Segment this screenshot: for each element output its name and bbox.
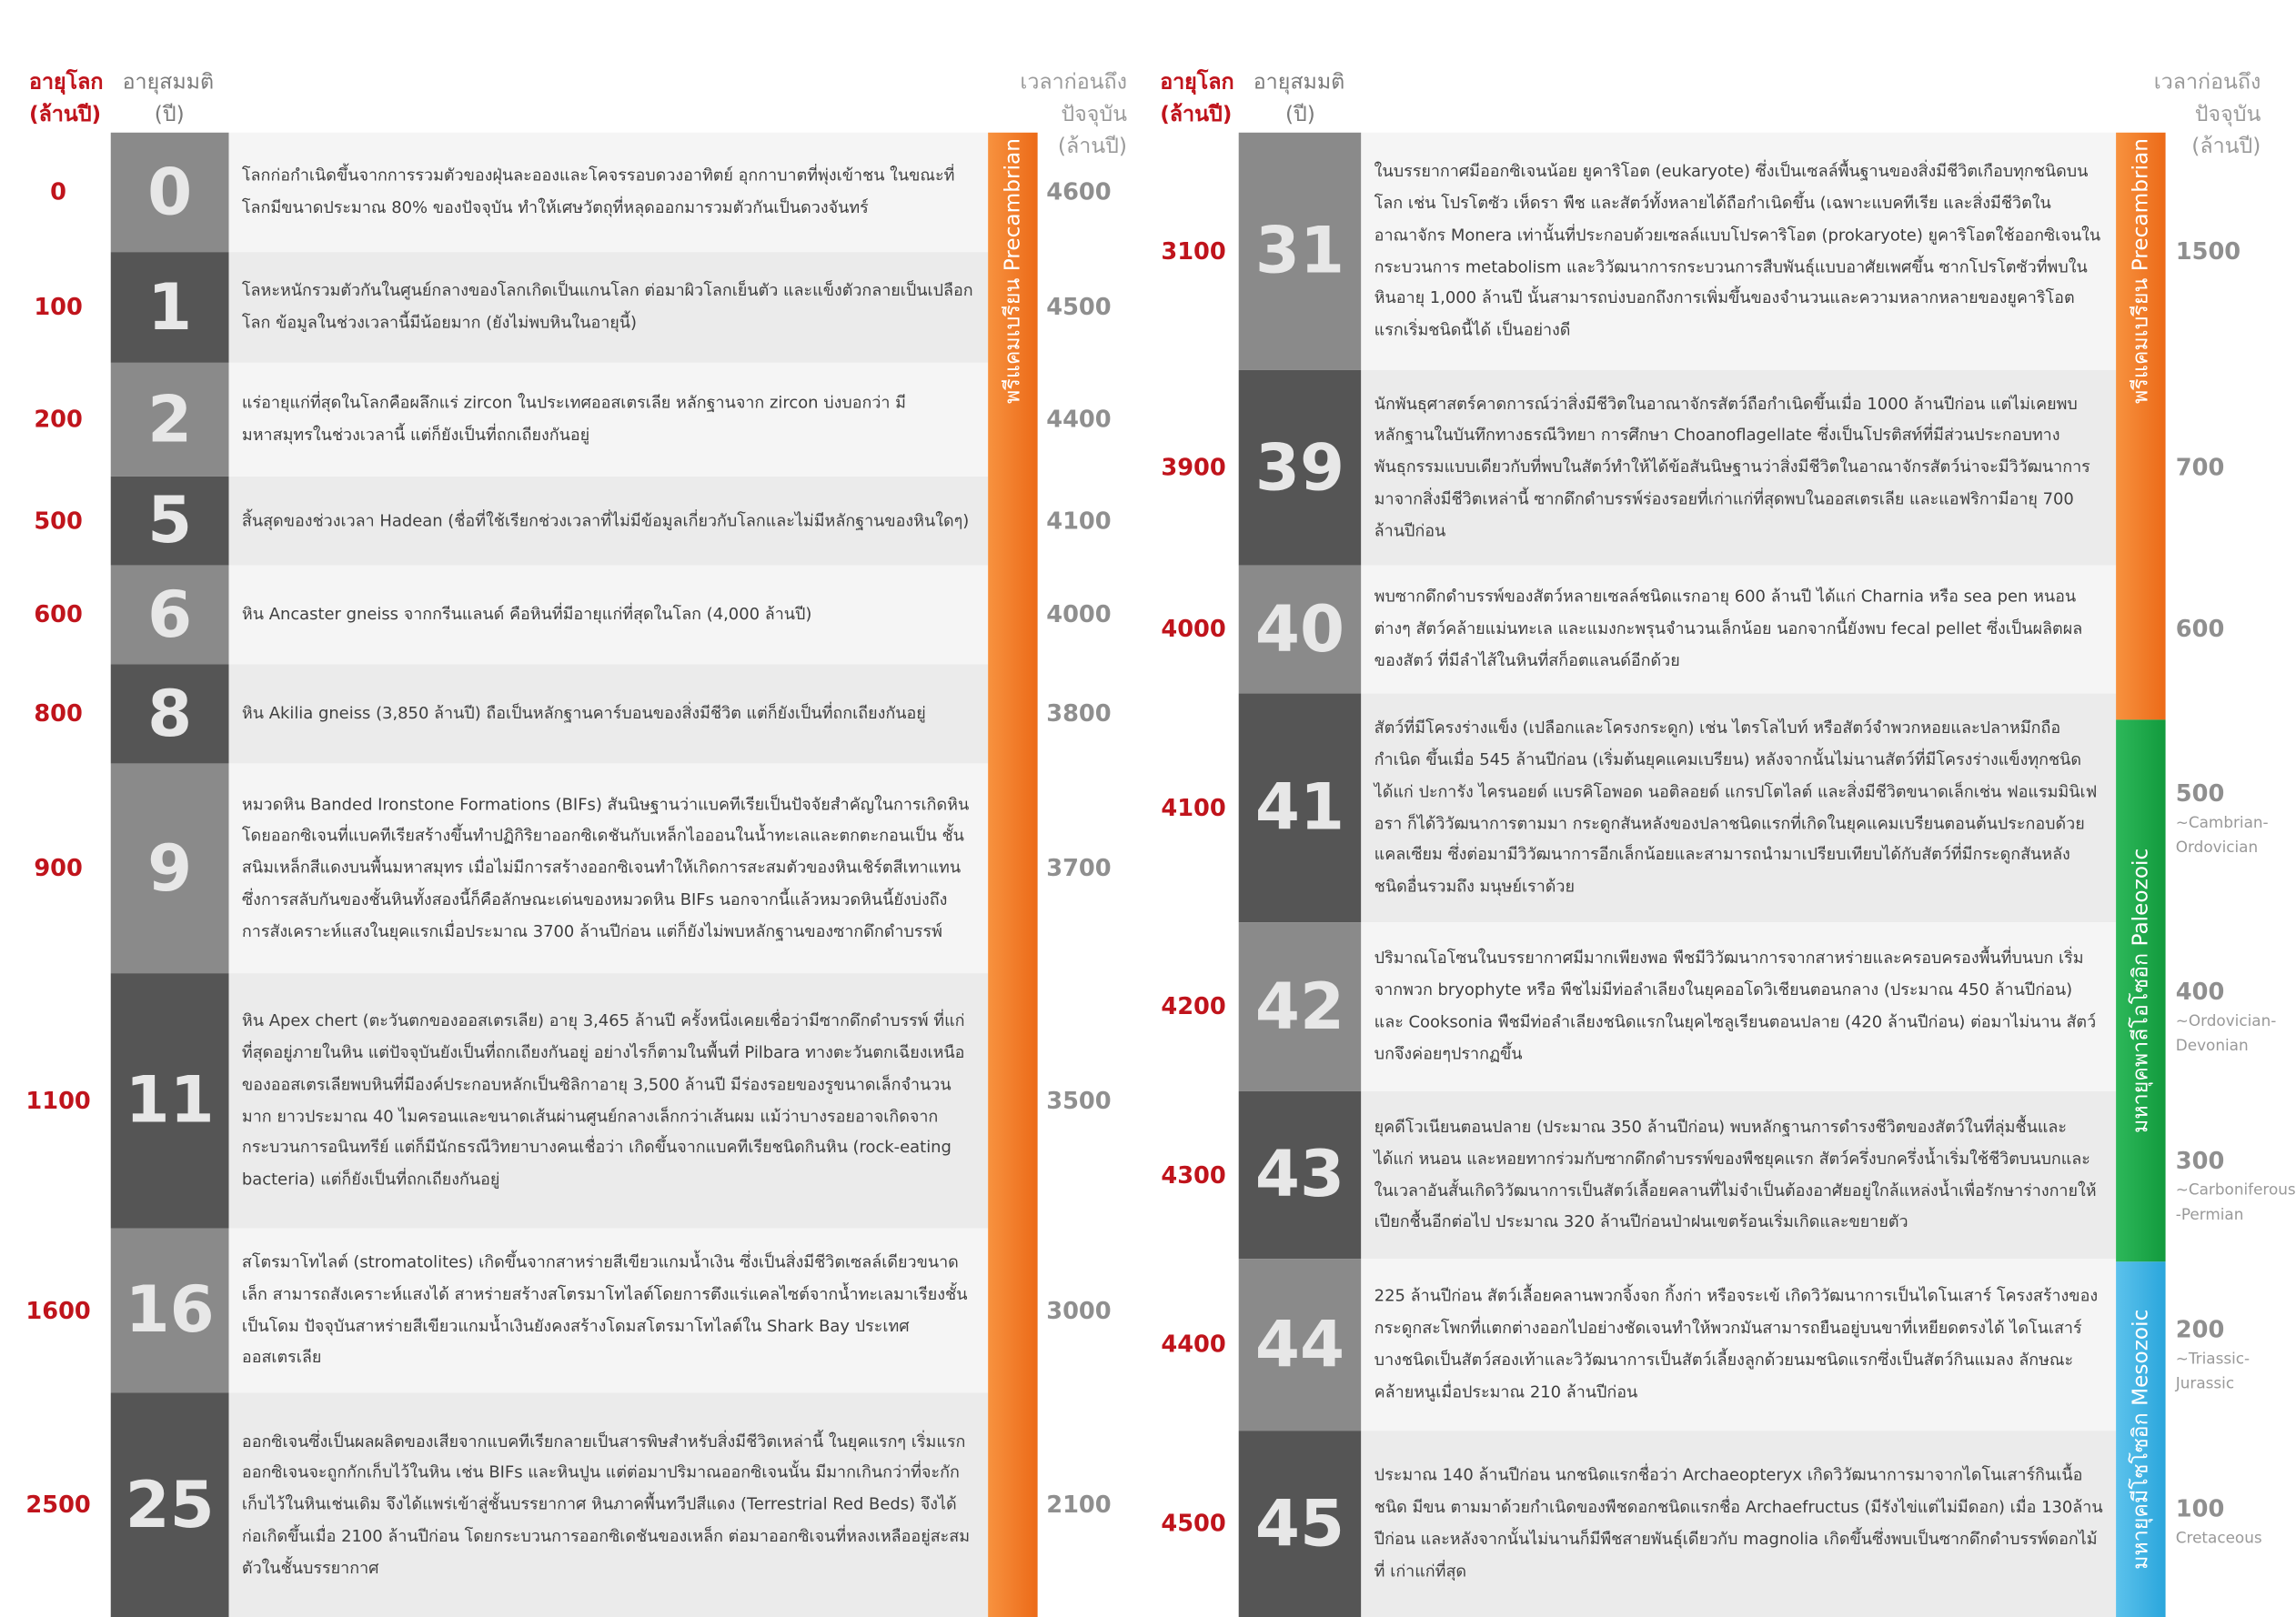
timeline-row (0, 1393, 1137, 1617)
earth-age-header-right (1160, 67, 1234, 131)
event-description (1361, 133, 2116, 370)
scaled-age-value: 44 (1254, 1307, 1345, 1382)
scaled-age-box (111, 1393, 229, 1617)
timeline-row (1143, 370, 2278, 566)
event-description-text: ออกซิเจนซึ่งเป็นผลผลิตของเสียจากแบคทีเรียกลายเป็นสารพิษสำหรับสิ่งมีชีวิตเหล่านี้ ในยุคแรกๆ เริ่มแรกออกซิเจนจะถูกกักเก็บไว้ในหิน เช่น BIFs และหินปูน แต่ต่อมาปริมาณออกซิเจนนั้น มีมากเกินกว่าที่จะกักเก็บไว้ในหินเช่นเดิม จึงได้แพร่เข้าสู่ชั้นบรรยากาศ หินภาคพื้นทวีปสีแดง (Terrestrial Red Beds) จึงได้ก่อเกิดขึ้นเมื่อ 2100 ล้านปีก่อน โดยกระบวนการออกซิเดชันของเหล็ก ต่อมาออกซิเจนที่หลงเหลืออยู่สะสมตัวในชั้นบรรยากาศ (241, 1431, 971, 1578)
event-description (1361, 922, 2116, 1091)
time-before-present-value: 4000 (1046, 600, 1112, 628)
scaled-age-box (111, 665, 229, 764)
event-description-text: สัตว์ที่มีโครงร่างแข็ง (เปลือกและโครงกระดูก) เช่น ไตรโลไบท์ หรือสัตว์จำพวกหอยและปลาหมึกถือกำเนิด ขึ้นเมื่อ 545 ล้านปีก่อน (เริ่มต้นยุคแคมเบรียน) หลังจากนั้นไม่นานสัตว์ที่มีโครงร่างแข็งทุกชนิด ได้แก่ ปะการัง ไครนอยด์ แบรคิโอพอด นอติลอยด์ แกรปโตไลต์ และสิ่งมีชีวิตขนาดเล็กเช่น ฟอแรมมินิเฟอรา ก็ได้วิวัฒนาการตามมา กระดูกสันหลังของปลาชนิดแรกที่เกิดในยุคแคมเบรียนตอนต้นประกอบด้วยแคลเซียม ซึ่งต่อมามีวิวัฒนาการอีกเล็กน้อยและสามารถนำมาเปรียบเทียบได้กับสัตว์ที่มีกระดูกสันหลังชนิดอื่นรวมถึง มนุษย์เราด้วย (1374, 718, 2098, 897)
scaled-age-box (111, 252, 229, 363)
timeline-row (0, 363, 1137, 477)
event-description-text: โลหะหนักรวมตัวกันในศูนย์กลางของโลกเกิดเป็นแกนโลก ต่อมาผิวโลกเย็นตัว และแข็งตัวกลายเป็นเปลือกโลก ข้อมูลในช่วงเวลานี้มีน้อยมาก (ยังไม่พบหินในอายุนี้) (241, 281, 973, 333)
scaled-age-header (123, 67, 215, 131)
scaled-age-value: 1 (147, 270, 193, 345)
earth-age-header-line1: อายุโลก (29, 71, 104, 95)
scaled-age-box (1239, 133, 1362, 370)
scaled-age-box (111, 763, 229, 973)
scaled-age-value: 2 (147, 382, 193, 457)
time-before-present-value: 400 (2175, 977, 2225, 1006)
timeline-row (0, 1228, 1137, 1392)
scaled-age-header-line2: (ปี) (154, 103, 185, 127)
era-label-mesozoic: มหายุคมีโซโซอิก Mesozoic (2130, 1309, 2153, 1570)
event-description-text: 225 ล้านปีก่อน สัตว์เลื้อยคลานพวกจิ้งจก กิ้งก่า หรือจระเข้ เกิดวิวัฒนาการเป็นไดโนเสาร์ โครงสร้างของกระดูกสะโพกที่แตกต่างออกไปอย่างชัดเจนทำให้พวกมันสามารถยืนอยู่บนขาที่เหยียดตรงได้ ไดโนเสาร์บางชนิดเป็นสัตว์สองเท้าและวิวัฒนาการเป็นสัตว์เลี้ยงลูกด้วยนมชนิดแรกซึ่งเป็นสัตว์กินแมลง ลักษณะคล้ายหนูเมื่อประมาณ 210 ล้านปีก่อน (1374, 1287, 2099, 1401)
timeline-row (1143, 1431, 2278, 1617)
time-before-header-right-line3: (ล้านปี) (2191, 135, 2261, 159)
earth-age-value: 1100 (25, 1086, 91, 1114)
time-before-present-value: 4500 (1046, 293, 1112, 321)
earth-age-value: 1600 (25, 1295, 91, 1324)
earth-age-value: 4100 (1161, 793, 1226, 821)
era-bar-precambrian-left (988, 133, 1037, 1617)
timeline-row (0, 665, 1137, 764)
scaled-age-value: 39 (1254, 430, 1345, 506)
event-description-text: ยุคดีโวเนียนตอนปลาย (ประมาณ 350 ล้านปีก่อน) พบหลักฐานการดำรงชีวิตของสัตว์ในที่ลุ่มชื้นและได้แก่ หนอน และหอยทากร่วมกับซากดึกดำบรรพ์ของพืชยุคแรก สัตว์ครึ่งบกครึ่งน้ำเริ่มใช้ชีวิตบนบกและ ในเวลาอันสั้นเกิดวิวัฒนาการเป็นสัตว์เลื้อยคลานที่ไม่จำเป็นต้องอาศัยอยู่ใกล้แหล่งน้ำเพื่อรักษาร่างกายให้ เปียกชื้นอีกต่อไป ประมาณ 320 ล้านปีก่อนป่าฝนเขตร้อนเริ่มเกิดและขยายตัว (1374, 1117, 2097, 1232)
event-description-text: หมวดหิน Banded Ironstone Formations (BIFs) สันนิษฐานว่าแบคทีเรียเป็นปัจจัยสำคัญในการเกิดหิน โดยออกซิเจนที่แบคทีเรียสร้างขึ้นทำปฏิกิริยาออกซิเดชันกับเหล็กไอออนในน้ำทะเลและตกตะกอนเป็น ชั้นสนิมเหล็กสีแดงบนพื้นมหาสมุทร เมื่อไม่มีการสร้างออกซิเจนทำให้เกิดการสะสมตัวของหินเชิร์ตสีเทาแทน ซึ่งการสลับกันของชั้นหินทั้งสองนี้ก็คือลักษณะเด่นของหมวดหิน BIFs นอกจากนี้แล้วหมวดหินนี้ยังบ่งถึง การสังเคราะห์แสงในยุคแรกเมื่อประมาณ 3700 ล้านปีก่อน แต่ก็ยังไม่พบหลักฐานของซากดึกดำบรรพ์ (241, 794, 970, 941)
event-description (229, 973, 989, 1228)
event-description-text: ปริมาณโอโซนในบรรยากาศมีมากเพียงพอ พืชมีวิวัฒนาการจากสาหร่ายและครอบครองพื้นที่บนบก เริ่มจากพวก bryophyte หรือ พืชไม่มีท่อลำเลียงในยุคออโดวิเชียนตอนกลาง (ประมาณ 450 ล้านปีก่อน) และ Cooksonia พืชมีท่อลำเลียงชนิดแรกในยุคไซลูเรียนตอนปลาย (420 ล้านปีก่อน) ต่อมาไม่นาน สัตว์บกจึงค่อยๆปรากฏขึ้น (1374, 949, 2097, 1064)
time-before-header-right-line1: เวลาก่อนถึง (2153, 71, 2261, 95)
event-description (229, 1228, 989, 1392)
event-description-text: หิน Apex chert (ตะวันตกของออสเตรเลีย) อายุ 3,465 ล้านปี ครั้งหนึ่งเคยเชื่อว่ามีซากดึกดำบรรพ์ ที่แก่ที่สุดอยู่ภายในหิน แต่ปัจจุบันยังเป็นที่ถกเถียงกันอยู่ อย่างไรก็ตามในพื้นที่ Pilbara ทางตะวันตกเฉียงเหนือของออสเตรเลียพบหินที่มีองค์ประกอบหลักเป็นซิลิกาอายุ 3,500 ล้านปี มีร่องรอยของรูขนาดเล็กจำนวนมาก ยาวประมาณ 40 ไมครอนและขนาดเส้นผ่านศูนย์กลางเล็กกว่าเส้นผม แม้ว่าบางรอยอาจเกิดจากกระบวนการอนินทรีย์ แต่ก็มีนักธรณีวิทยาบางคนเชื่อว่า เกิดขึ้นจากแบคทีเรียชนิดกินหิน (rock-eating bacteria) แต่ก็ยังเป็นที่ถกเถียงกันอยู่ (241, 1010, 965, 1190)
time-before-present-value: 200 (2175, 1315, 2225, 1344)
time-before-present-value: 700 (2175, 453, 2225, 481)
earth-age-value: 800 (34, 698, 83, 728)
time-before-present-value: 4400 (1046, 405, 1112, 433)
event-description (1361, 566, 2116, 694)
scaled-age-header-right-line2: (ปี) (1284, 103, 1315, 127)
earth-age-header (29, 67, 103, 131)
timeline-row (0, 566, 1137, 665)
event-description (1361, 1431, 2116, 1617)
event-description (229, 566, 989, 665)
scaled-age-box (111, 477, 229, 566)
timeline-row (0, 133, 1137, 252)
time-before-present-value: 500 (2175, 778, 2225, 807)
event-description (229, 763, 989, 973)
earth-age-header-right-line1: อายุโลก (1160, 71, 1234, 95)
scaled-age-box (1239, 566, 1362, 694)
era-bar-paleozoic (2116, 719, 2165, 1261)
earth-age-value: 200 (34, 405, 83, 433)
scaled-age-box (1239, 922, 1362, 1091)
era-label-paleozoic: มหายุคพาลีโอโซอิก Paleozoic (2130, 848, 2153, 1133)
scaled-age-value: 9 (147, 830, 193, 906)
earth-age-header-right-line2: (ล้านปี) (1160, 103, 1233, 127)
era-sublabel-r5: ~Carboniferous -Permian (2175, 1180, 2296, 1223)
time-before-header-line1: เวลาก่อนถึง (1020, 71, 1127, 95)
scaled-age-value: 42 (1254, 969, 1345, 1044)
event-description-text: ในบรรยากาศมีออกซิเจนน้อย ยูคาริโอต (eukaryote) ซึ่งเป็นเซลล์พื้นฐานของสิ่งมีชีวิตเกือบทุกชนิดบนโลก เช่น โปรโตซัว เห็ดรา พืช และสัตว์ทั้งหลายได้ถือกำเนิดขึ้น (เฉพาะแบคทีเรีย และสิ่งมีชีวิตในอาณาจักร Monera เท่านั้นที่ประกอบด้วยเซลล์แบบโปรคาริโอต (prokaryote) ยูคาริโอตใช้ออกซิเจนในกระบวนการ metabolism และวิวัฒนาการกระบวนการสืบพันธุ์แบบอาศัยเพศขึ้น ซากโปรโตซัวที่พบในหินอายุ 1,000 ล้านปี นั้นสามารถบ่งบอกถึงการเพิ่มขึ้นของจำนวนและความหลากหลายของยูคาริโอตแรกเริ่มชนิดนี้ได้ เป็นอย่างดี (1374, 161, 2101, 340)
time-before-header-right-line2: ปัจจุบัน (2194, 103, 2261, 127)
event-description-text: พบซากดึกดำบรรพ์ของสัตว์หลายเซลล์ชนิดแรกอายุ 600 ล้านปี ได้แก่ Charnia หรือ sea pen หนอนต่างๆ สัตว์คล้ายแม่นทะเล และแมงกะพรุนจำนวนเล็กน้อย นอกจากนี้ยังพบ fecal pellet ซึ่งเป็นผลิตผลของสัตว์ ที่มีลำไส้ในหินที่สก็อตแลนด์อีกด้วย (1374, 588, 2083, 670)
time-before-present-value: 3800 (1046, 698, 1112, 728)
timeline-panel-right (1143, 0, 2296, 1617)
event-description (229, 133, 989, 252)
timeline-panel-left (0, 0, 1137, 1617)
event-description-text: นักพันธุศาสตร์คาดการณ์ว่าสิ่งมีชีวิตในอาณาจักรสัตว์ถือกำเนิดขึ้นเมื่อ 1000 ล้านปีก่อน แต่ไม่เคยพบ หลักฐานในบันทึกทางธรณีวิทยา การศึกษา Choanoflagellate ซึ่งเป็นโปรติสท์ที่มีส่วนประกอบทาง พันธุกรรมแบบเดียวกับที่พบในสัตว์ทำให้ได้ข้อสันนิษฐานว่าสิ่งมีชีวิตในอาณาจักรสัตว์น่าจะมีวิวัฒนาการ มาจากสิ่งมีชีวิตเหล่านี้ ซากดึกดำบรรพ์ร่องรอยที่เก่าแก่ที่สุดพบในออสเตรเลีย และแอฟริกามีอายุ 700 ล้านปีก่อน (1374, 394, 2090, 540)
scaled-age-box (1239, 694, 1362, 923)
event-description-text: แร่อายุแก่ที่สุดในโลกคือผลึกแร่ zircon ในประเทศออสเตรเลีย หลักฐานจาก zircon บ่งบอกว่า มีมหาสมุทรในช่วงเวลานี้ แต่ก็ยังเป็นที่ถกเถียงกันอยู่ (241, 393, 906, 445)
event-description-text: สโตรมาโทไลต์ (stromatolites) เกิดขึ้นจากสาหร่ายสีเขียวแกมน้ำเงิน ซึ่งเป็นสิ่งมีชีวิตเซลล์เดียวขนาดเล็ก สามารถสังเคราะห์แสงได้ สาหร่ายสร้างสโตรมาโทไลต์โดยการตึงแร่แคลไซต์จากน้ำทะเลมาเรียงชั้นเป็นโดม ปัจจุบันสาหร่ายสีเขียวแกมน้ำเงินยังคงสร้างโดมสโตรมาโทไลต์ใน Shark Bay ประเทศออสเตรเลีย (241, 1252, 968, 1368)
time-before-present-value: 3000 (1046, 1295, 1112, 1324)
event-description (229, 252, 989, 363)
earth-age-value: 3100 (1161, 236, 1226, 265)
event-description (229, 665, 989, 764)
timeline-row (0, 252, 1137, 363)
earth-age-value: 4300 (1161, 1160, 1226, 1189)
scaled-age-box (1239, 370, 1362, 566)
earth-age-value: 2500 (25, 1490, 91, 1519)
scaled-age-box (111, 133, 229, 252)
event-description (229, 477, 989, 566)
time-before-present-value: 1500 (2175, 236, 2241, 265)
scaled-age-header-line1: อายุสมมติ (122, 71, 215, 95)
time-before-header-line3: (ล้านปี) (1057, 135, 1127, 159)
event-description-text: สิ้นสุดของช่วงเวลา Hadean (ชื่อที่ใช้เรียกช่วงเวลาที่ไม่มีข้อมูลเกี่ยวกับโลกและไม่มีหลักฐานของหินใดๆ) (241, 510, 970, 530)
earth-age-value: 4500 (1161, 1509, 1226, 1538)
earth-age-value: 4000 (1161, 615, 1226, 643)
scaled-age-value: 45 (1254, 1486, 1345, 1562)
event-description-text: หิน Akilia gneiss (3,850 ล้านปี) ถือเป็นหลักฐานคาร์บอนของสิ่งมีชีวิต แต่ก็ยังเป็นที่ถกเถียงกันอยู่ (241, 703, 926, 723)
time-before-present-value: 3700 (1046, 853, 1112, 882)
timeline-row (0, 973, 1137, 1228)
earth-age-value: 3900 (1161, 453, 1226, 481)
scaled-age-value: 31 (1254, 214, 1345, 289)
event-description-text: ประมาณ 140 ล้านปีก่อน นกชนิดแรกชื่อว่า Archaeopteryx เกิดวิวัฒนาการมาจากไดโนเสาร์กินเนื้อชนิด มีขน ตามมาด้วยกำเนิดของพืชดอกชนิดแรกชื่อ Archaefructus (มีรังไข่แต่ไม่มีดอก) เมื่อ 130ล้านปีก่อน และหลังจากนั้นไม่นานก็มีพืชสายพันธุ์เดียวกับ magnolia เกิดขึ้นซึ่งพบเป็นซากดึกดำบรรพ์ดอกไม้ที่ เก่าแก่ที่สุด (1374, 1466, 2103, 1581)
era-bar-precambrian-right (2116, 133, 2165, 720)
timeline-row (1143, 922, 2278, 1091)
scaled-age-value: 6 (147, 578, 193, 652)
scaled-age-box (1239, 1259, 1362, 1431)
time-before-present-value: 600 (2175, 615, 2225, 643)
era-sublabel-r6: ~Triassic-Jurassic (2175, 1351, 2251, 1393)
time-before-header-line2: ปัจจุบัน (1061, 103, 1127, 127)
earth-age-value: 4400 (1161, 1330, 1226, 1359)
earth-age-value: 100 (34, 293, 83, 321)
timeline-row (0, 763, 1137, 973)
scaled-age-value: 5 (147, 483, 193, 558)
scaled-age-value: 41 (1254, 770, 1345, 846)
era-sublabel-r3: ~Cambrian-Ordovician (2175, 813, 2269, 857)
era-sublabel-r7: Cretaceous (2175, 1530, 2262, 1548)
event-description (229, 363, 989, 477)
event-description (1361, 694, 2116, 923)
timeline-row (0, 477, 1137, 566)
scaled-age-value: 11 (125, 1063, 215, 1139)
earth-age-value: 600 (34, 600, 83, 628)
era-label-precambrian-left: พรีแคมเบรียน Precambrian (1002, 138, 1026, 404)
earth-age-value: 900 (34, 853, 83, 882)
event-description-text: โลกก่อกำเนิดขึ้นจากการรวมตัวของฝุ่นละอองและโคจรรอบดวงอาทิตย์ อุกกาบาตที่พุ่งเข้าชน ในขณะที่โลกมีขนาดประมาณ 80% ของปัจจุบัน ทำให้เศษวัตถุที่หลุดออกมารวมตัวกันเป็นดวงจันทร์ (241, 166, 955, 217)
scaled-age-box (111, 1228, 229, 1392)
earth-age-header-line2: (ล้านปี) (29, 103, 102, 127)
scaled-age-header-right (1254, 67, 1345, 131)
scaled-age-box (1239, 1431, 1362, 1617)
timeline-row (1143, 133, 2278, 370)
scaled-age-value: 16 (125, 1273, 215, 1348)
timeline-row (1143, 1091, 2296, 1259)
event-description (1361, 1259, 2116, 1431)
scaled-age-value: 25 (125, 1468, 215, 1542)
time-before-present-value: 4100 (1046, 506, 1112, 535)
time-before-present-value: 100 (2175, 1494, 2225, 1523)
scaled-age-value: 8 (147, 677, 193, 751)
event-description-text: หิน Ancaster gneiss จากกรีนแลนด์ คือหินที่มีอายุแก่ที่สุดในโลก (4,000 ล้านปี) (241, 604, 812, 624)
earth-age-value: 0 (50, 177, 66, 206)
time-before-present-value: 2100 (1046, 1490, 1112, 1519)
era-bar-mesozoic (2116, 1261, 2165, 1617)
scaled-age-value: 0 (147, 155, 193, 230)
earth-age-value: 500 (34, 506, 83, 535)
timeline-row (1143, 694, 2278, 923)
scaled-age-box (111, 973, 229, 1228)
scaled-age-value: 40 (1254, 592, 1345, 667)
time-before-present-value: 3500 (1046, 1086, 1112, 1114)
earth-age-value: 4200 (1161, 991, 1226, 1020)
event-description (229, 1393, 989, 1617)
event-description (1361, 1091, 2116, 1259)
scaled-age-value: 43 (1254, 1138, 1345, 1212)
scaled-age-box (111, 363, 229, 477)
scaled-age-header-right-line1: อายุสมมติ (1253, 71, 1345, 95)
time-before-present-value: 300 (2175, 1145, 2225, 1174)
scaled-age-box (111, 566, 229, 665)
era-label-precambrian-right: พรีแคมเบรียน Precambrian (2130, 138, 2153, 404)
timeline-row (1143, 566, 2278, 694)
time-before-present-value: 4600 (1046, 177, 1112, 206)
scaled-age-box (1239, 1091, 1362, 1259)
timeline-row (1143, 1259, 2278, 1431)
event-description (1361, 370, 2116, 566)
era-sublabel-r4: ~Ordovician-Devonian (2175, 1012, 2277, 1055)
